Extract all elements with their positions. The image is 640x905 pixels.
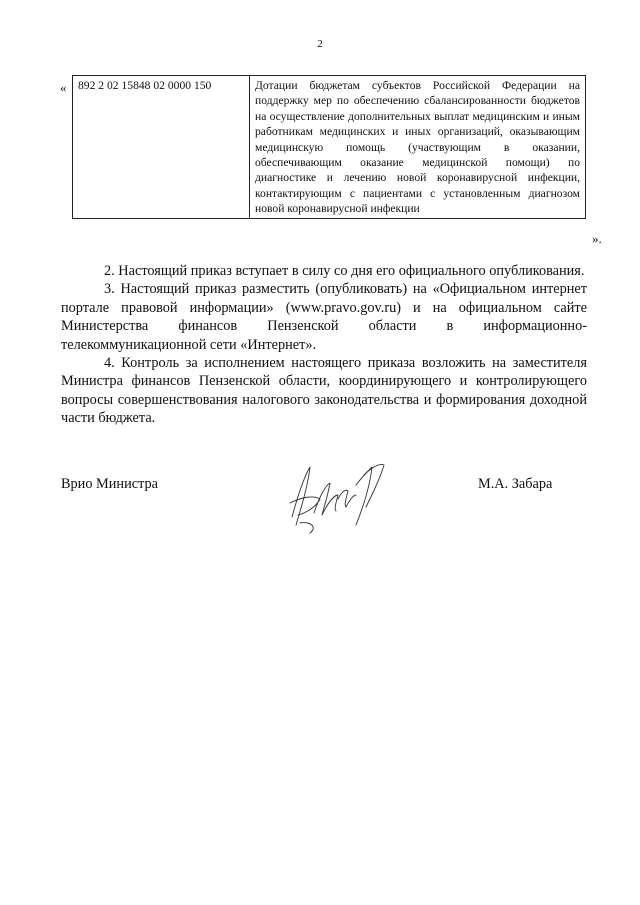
paragraph-4: 4. Контроль за исполнением настоящего приказа возложить на заместителя Министра финансов Пензенской области, координирующего и контролирующего вопросы совершенствования налогового законодательства и формирования доходной части бюджета. [61,355,587,427]
handwritten-signature [280,455,395,535]
budget-code-description: Дотации бюджетам субъектов Российской Федерации на поддержку мер по обеспечению сбалансированности бюджетов на осуществление дополнительных выплат медицинским и иным работникам медицинских и иных организаций, оказывающим медицинскую помощь (участвующим в оказании, обеспечивающим оказание медицинской помощи) по диагностике и лечению новой коронавирусной инфекции, контактирующим с пациентами с установленным диагнозом новой коронавирусной инфекции [250,76,586,219]
table-row [73,76,586,219]
opening-quote: « [60,80,67,95]
paragraph-3: 3. Настоящий приказ разместить (опубликовать) на «Официальном интернет портале правовой информации» (www.pravo.gov.ru) и на официальном сайте Министерства финансов Пензенской области в информационно-телекоммуникационной сети «Интернет». [61,281,587,353]
closing-quote: ». [592,231,602,246]
signatory-name: М.А. Забара [478,476,553,492]
budget-classification-code: 892 2 02 15848 02 0000 150 [73,76,250,219]
order-paragraphs [61,262,587,428]
paragraph-2: 2. Настоящий приказ вступает в силу со дня его официального опубликования. [104,263,585,279]
page-number: 2 [317,38,323,50]
signatory-title: Врио Министра [61,476,158,492]
budget-code-table [72,75,586,219]
